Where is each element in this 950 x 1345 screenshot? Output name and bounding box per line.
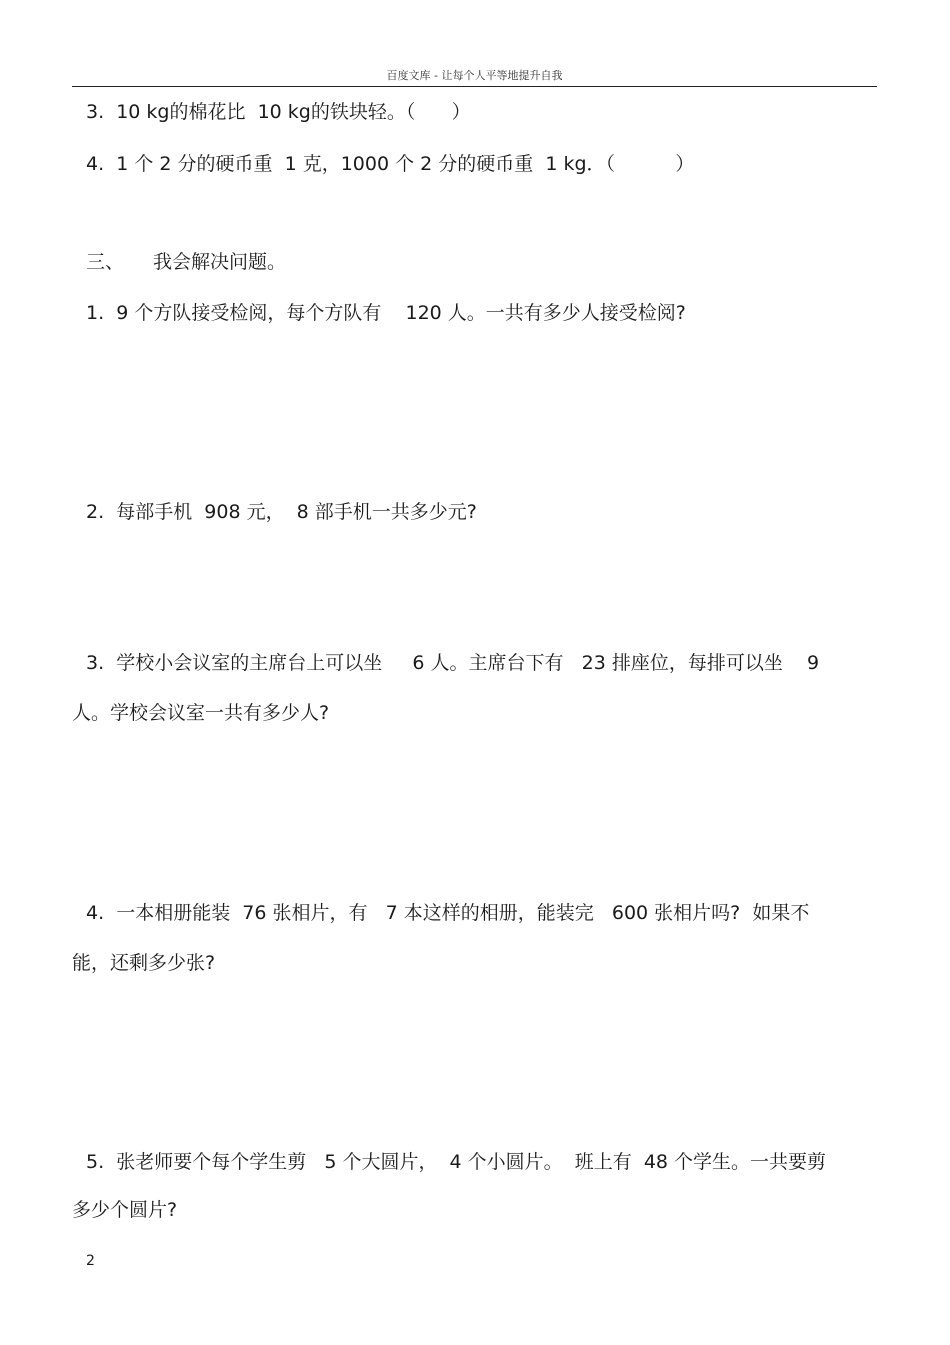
problem-5-line-1: 5. 张老师要个每个学生剪 5 个大圆片， 4 个小圆片。 班上有 48 个学生。一共要剪 [86,1151,827,1173]
judgment-item-4: 4. 1 个 2 分的硬币重 1 克，1000 个 2 分的硬币重 1 kg．（ ） [86,153,695,175]
problem-4-line-2: 能，还剩多少张? [72,952,216,974]
section-number: 三、 [86,251,125,273]
problem-3-line-1: 3. 学校小会议室的主席台上可以坐 6 人。主席台下有 23 排座位，每排可以坐 9 [86,652,820,674]
problem-3-line-2: 人。学校会议室一共有多少人? [72,702,330,724]
page-number: 2 [86,1253,95,1269]
page-header: 百度文库 - 让每个人平等地提升自我 [386,69,563,82]
judgment-item-3: 3. 10 kg的棉花比 10 kg的铁块轻。（ ） [86,101,471,123]
problem-1-line-1: 1. 9 个方队接受检阅，每个方队有 120 人。一共有多少人接受检阅? [86,302,686,324]
problem-2-line-1: 2. 每部手机 908 元， 8 部手机一共多少元? [86,501,477,523]
problem-5-line-2: 多少个圆片? [72,1199,178,1221]
header-divider [72,86,877,87]
section-title: 我会解决问题。 [153,251,287,273]
problem-4-line-1: 4. 一本相册能装 76 张相片，有 7 本这样的相册，能装完 600 张相片吗? 如果不 [86,902,810,924]
